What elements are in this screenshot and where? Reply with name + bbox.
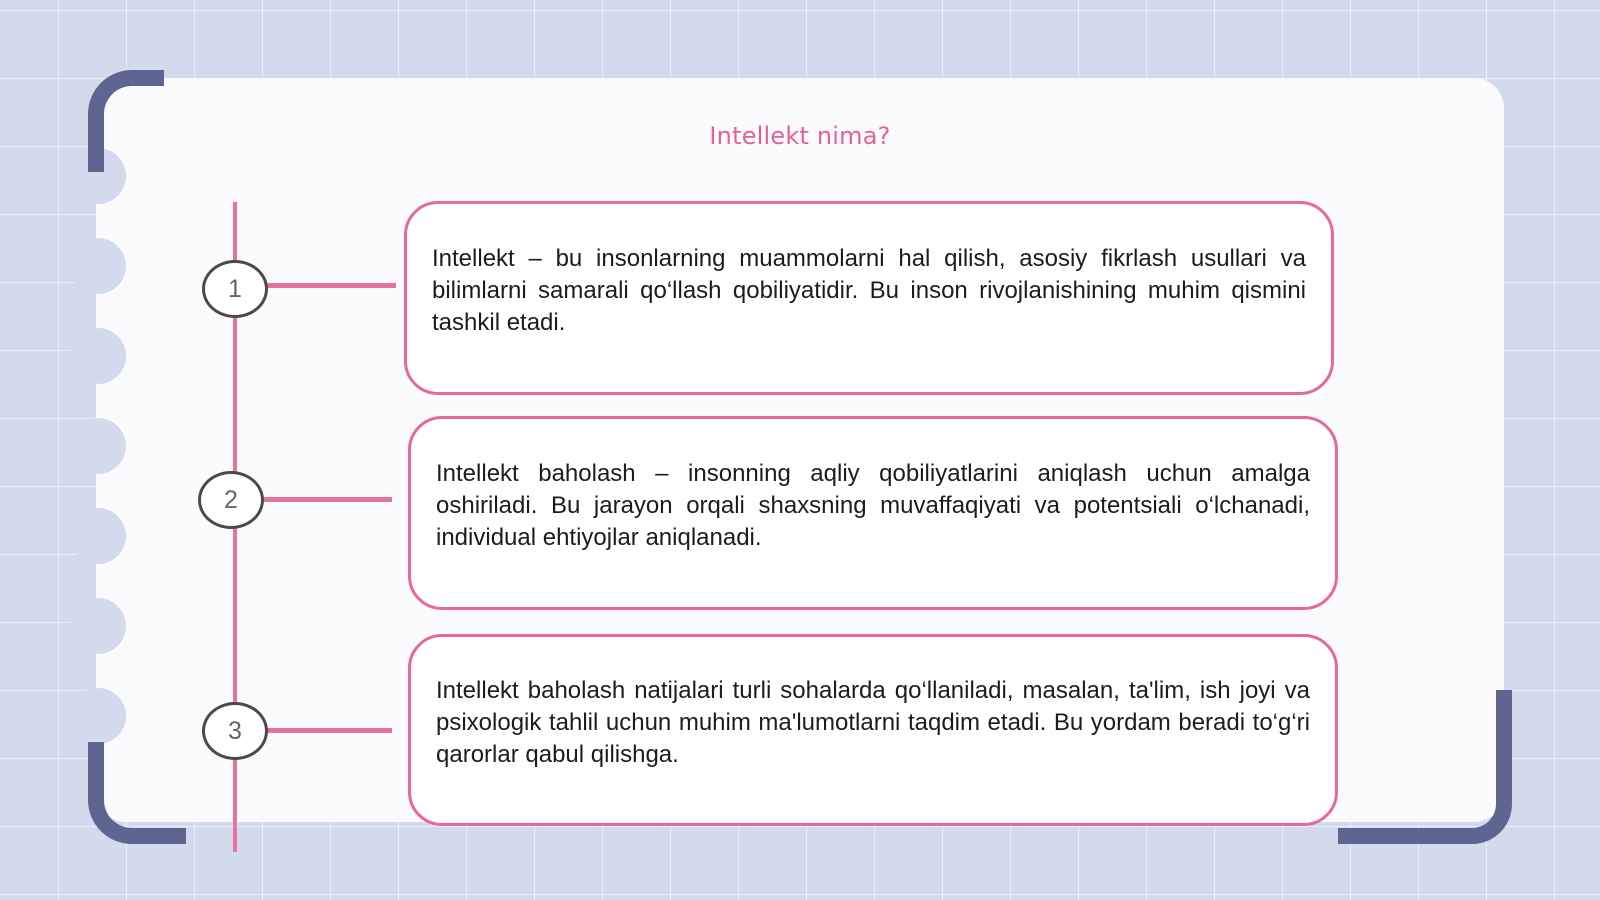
step-text: Intellekt – bu insonlarning muammolarni hal qilish, asosiy fikrlash usullari va bilimlarni samarali qo‘llash qobiliyatidir. Bu inson rivojlanishining muhim qismini tashkil etadi. (432, 245, 1306, 336)
corner-bracket-bottom-left (88, 742, 186, 844)
step-number-badge: 1 (202, 260, 268, 318)
step-number-badge: 2 (198, 471, 264, 529)
step-box (408, 634, 1338, 826)
step-text: Intellekt baholash natijalari turli sohalarda qo‘llaniladi, masalan, ta'lim, ish joyi va psixologik tahlil uchun muhim ma'lumotlarni taqdim etadi. Bu yordam beradi to‘g‘ri qarorlar qabul qilishga. (436, 677, 1310, 768)
card-edge-scallop (70, 238, 126, 294)
corner-bracket-top-left (88, 70, 164, 172)
card-edge-scallop (70, 508, 126, 564)
step-box (404, 201, 1334, 395)
step-box (408, 416, 1338, 610)
step-number-badge: 3 (202, 702, 268, 760)
step-connector (266, 283, 396, 288)
corner-bracket-bottom-right (1338, 690, 1512, 844)
card-edge-scallop (70, 328, 126, 384)
card-edge-scallop (70, 598, 126, 654)
card-edge-scallop (70, 418, 126, 474)
step-connector (262, 497, 392, 502)
step-text: Intellekt baholash – insonning aqliy qobiliyatlarini aniqlash uchun amalga oshiriladi. Bu jarayon orqali shaxsning muvaffaqiyati va potentsiali o‘lchanadi, individual ehtiyojlar aniqlanadi. (436, 460, 1310, 551)
slide-title: Intellekt nima? (709, 122, 891, 150)
card-edge-scallop (70, 688, 126, 744)
step-connector (266, 728, 392, 733)
